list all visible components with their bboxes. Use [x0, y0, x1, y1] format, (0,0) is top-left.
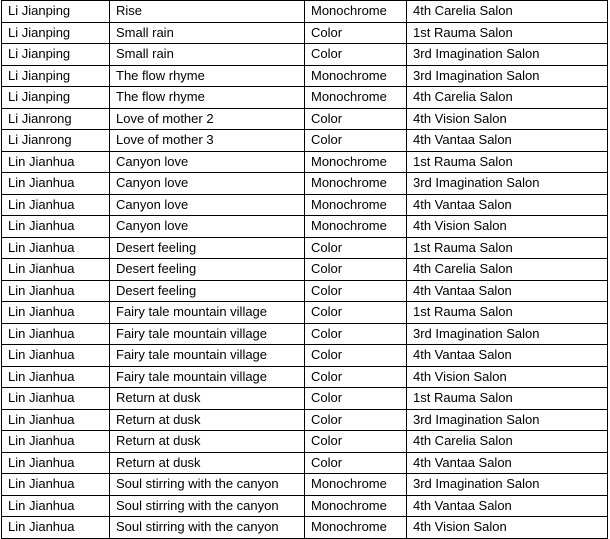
- salon-cell: 4th Carelia Salon: [407, 431, 608, 453]
- title-cell: Fairy tale mountain village: [110, 323, 305, 345]
- author-cell: Li Jianrong: [2, 108, 110, 130]
- author-cell: Li Jianping: [2, 22, 110, 44]
- category-cell: Color: [305, 345, 407, 367]
- table-row: [2, 194, 608, 216]
- author-cell: Lin Jianhua: [2, 216, 110, 238]
- category-cell: Monochrome: [305, 1, 407, 23]
- salon-cell: 4th Vantaa Salon: [407, 130, 608, 152]
- table-row: [2, 87, 608, 109]
- salon-cell: 1st Rauma Salon: [407, 22, 608, 44]
- category-cell: Color: [305, 452, 407, 474]
- salon-cell: 3rd Imagination Salon: [407, 65, 608, 87]
- category-cell: Color: [305, 366, 407, 388]
- author-cell: Lin Jianhua: [2, 151, 110, 173]
- author-cell: Lin Jianhua: [2, 345, 110, 367]
- author-cell: Lin Jianhua: [2, 517, 110, 539]
- title-cell: Return at dusk: [110, 388, 305, 410]
- results-table: [1, 0, 608, 539]
- table-row: [2, 259, 608, 281]
- salon-cell: 4th Vision Salon: [407, 216, 608, 238]
- salon-cell: 4th Vision Salon: [407, 108, 608, 130]
- table-row: [2, 388, 608, 410]
- category-cell: Monochrome: [305, 194, 407, 216]
- title-cell: Soul stirring with the canyon: [110, 517, 305, 539]
- category-cell: Monochrome: [305, 216, 407, 238]
- table-row: [2, 22, 608, 44]
- author-cell: Lin Jianhua: [2, 194, 110, 216]
- table-row: [2, 216, 608, 238]
- title-cell: Fairy tale mountain village: [110, 302, 305, 324]
- category-cell: Monochrome: [305, 495, 407, 517]
- table-row: [2, 280, 608, 302]
- table-row: [2, 431, 608, 453]
- author-cell: Lin Jianhua: [2, 409, 110, 431]
- title-cell: Small rain: [110, 22, 305, 44]
- salon-cell: 4th Carelia Salon: [407, 1, 608, 23]
- salon-cell: 4th Carelia Salon: [407, 259, 608, 281]
- table-row: [2, 366, 608, 388]
- salon-cell: 4th Vantaa Salon: [407, 194, 608, 216]
- category-cell: Monochrome: [305, 151, 407, 173]
- table-row: [2, 130, 608, 152]
- table-row: [2, 151, 608, 173]
- author-cell: Li Jianrong: [2, 130, 110, 152]
- title-cell: Return at dusk: [110, 431, 305, 453]
- author-cell: Lin Jianhua: [2, 280, 110, 302]
- results-table-body: [2, 1, 608, 539]
- title-cell: Soul stirring with the canyon: [110, 495, 305, 517]
- salon-cell: 3rd Imagination Salon: [407, 474, 608, 496]
- author-cell: Lin Jianhua: [2, 495, 110, 517]
- category-cell: Monochrome: [305, 87, 407, 109]
- author-cell: Lin Jianhua: [2, 323, 110, 345]
- title-cell: Canyon love: [110, 216, 305, 238]
- author-cell: Li Jianping: [2, 1, 110, 23]
- title-cell: Fairy tale mountain village: [110, 366, 305, 388]
- salon-cell: 4th Vision Salon: [407, 366, 608, 388]
- table-row: [2, 44, 608, 66]
- salon-cell: 4th Vantaa Salon: [407, 345, 608, 367]
- category-cell: Color: [305, 431, 407, 453]
- table-row: [2, 323, 608, 345]
- title-cell: Return at dusk: [110, 409, 305, 431]
- title-cell: Return at dusk: [110, 452, 305, 474]
- category-cell: Color: [305, 388, 407, 410]
- title-cell: Love of mother 2: [110, 108, 305, 130]
- title-cell: Canyon love: [110, 173, 305, 195]
- category-cell: Monochrome: [305, 517, 407, 539]
- author-cell: Lin Jianhua: [2, 366, 110, 388]
- salon-cell: 1st Rauma Salon: [407, 151, 608, 173]
- category-cell: Color: [305, 302, 407, 324]
- table-row: [2, 108, 608, 130]
- author-cell: Lin Jianhua: [2, 474, 110, 496]
- table-row: [2, 409, 608, 431]
- salon-cell: 3rd Imagination Salon: [407, 323, 608, 345]
- salon-cell: 3rd Imagination Salon: [407, 173, 608, 195]
- salon-cell: 4th Vantaa Salon: [407, 280, 608, 302]
- category-cell: Color: [305, 280, 407, 302]
- title-cell: Small rain: [110, 44, 305, 66]
- table-row: [2, 452, 608, 474]
- salon-cell: 3rd Imagination Salon: [407, 44, 608, 66]
- author-cell: Lin Jianhua: [2, 388, 110, 410]
- category-cell: Color: [305, 323, 407, 345]
- category-cell: Color: [305, 108, 407, 130]
- author-cell: Li Jianping: [2, 65, 110, 87]
- author-cell: Lin Jianhua: [2, 259, 110, 281]
- table-row: [2, 517, 608, 539]
- table-row: [2, 302, 608, 324]
- title-cell: Rise: [110, 1, 305, 23]
- author-cell: Lin Jianhua: [2, 452, 110, 474]
- title-cell: Canyon love: [110, 194, 305, 216]
- table-row: [2, 237, 608, 259]
- salon-cell: 4th Vision Salon: [407, 517, 608, 539]
- category-cell: Color: [305, 237, 407, 259]
- category-cell: Monochrome: [305, 173, 407, 195]
- category-cell: Color: [305, 22, 407, 44]
- table-row: [2, 474, 608, 496]
- salon-cell: 4th Vantaa Salon: [407, 452, 608, 474]
- title-cell: The flow rhyme: [110, 65, 305, 87]
- author-cell: Lin Jianhua: [2, 302, 110, 324]
- category-cell: Color: [305, 409, 407, 431]
- title-cell: Desert feeling: [110, 237, 305, 259]
- title-cell: Canyon love: [110, 151, 305, 173]
- category-cell: Color: [305, 130, 407, 152]
- title-cell: Soul stirring with the canyon: [110, 474, 305, 496]
- table-row: [2, 65, 608, 87]
- title-cell: Desert feeling: [110, 259, 305, 281]
- title-cell: Fairy tale mountain village: [110, 345, 305, 367]
- title-cell: Desert feeling: [110, 280, 305, 302]
- title-cell: Love of mother 3: [110, 130, 305, 152]
- table-row: [2, 345, 608, 367]
- table-row: [2, 495, 608, 517]
- category-cell: Color: [305, 259, 407, 281]
- author-cell: Lin Jianhua: [2, 237, 110, 259]
- salon-cell: 4th Carelia Salon: [407, 87, 608, 109]
- salon-cell: 4th Vantaa Salon: [407, 495, 608, 517]
- table-row: [2, 173, 608, 195]
- category-cell: Monochrome: [305, 474, 407, 496]
- category-cell: Color: [305, 44, 407, 66]
- salon-cell: 1st Rauma Salon: [407, 302, 608, 324]
- salon-cell: 1st Rauma Salon: [407, 237, 608, 259]
- author-cell: Lin Jianhua: [2, 173, 110, 195]
- author-cell: Li Jianping: [2, 44, 110, 66]
- table-row: [2, 1, 608, 23]
- author-cell: Lin Jianhua: [2, 431, 110, 453]
- salon-cell: 3rd Imagination Salon: [407, 409, 608, 431]
- category-cell: Monochrome: [305, 65, 407, 87]
- salon-cell: 1st Rauma Salon: [407, 388, 608, 410]
- title-cell: The flow rhyme: [110, 87, 305, 109]
- author-cell: Li Jianping: [2, 87, 110, 109]
